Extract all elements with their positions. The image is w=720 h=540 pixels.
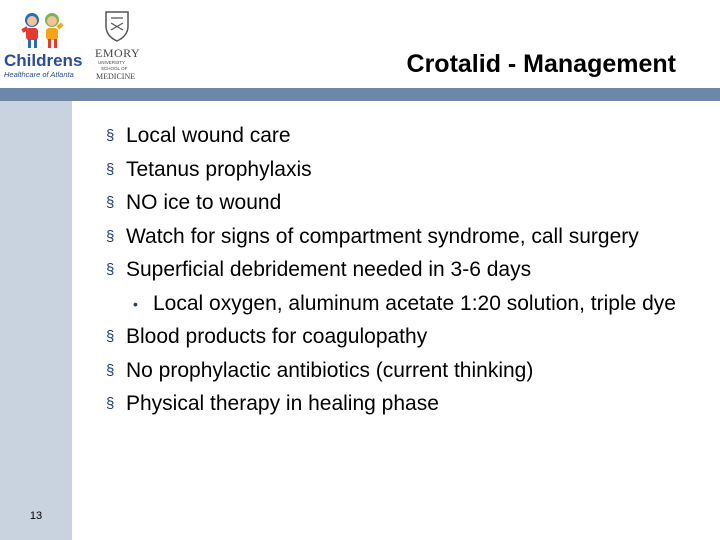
childrens-logo-text: Childrens bbox=[4, 51, 83, 70]
list-item-text: Local wound care bbox=[126, 124, 291, 147]
list-subitem bbox=[106, 292, 676, 316]
emory-university-logo bbox=[94, 8, 146, 82]
bullet-marker-icon: § bbox=[106, 227, 115, 245]
list-item bbox=[106, 124, 676, 148]
list-item-text: Physical therapy in healing phase bbox=[126, 392, 439, 415]
bullet-marker-icon: § bbox=[106, 261, 115, 278]
list-item bbox=[106, 325, 676, 349]
list-item-text: Local oxygen, aluminum acetate 1:20 solution, triple dye bbox=[153, 291, 676, 315]
header-bar bbox=[0, 88, 720, 101]
bullet-marker-icon: • bbox=[133, 295, 138, 312]
list-item bbox=[106, 191, 676, 215]
emory-logo-sub1: UNIVERSITY bbox=[98, 60, 126, 65]
emory-logo-sub2: SCHOOL OF bbox=[101, 66, 128, 71]
list-item-text: No prophylactic antibiotics (current thinking) bbox=[126, 358, 534, 382]
bullet-marker-icon: § bbox=[106, 127, 115, 144]
list-item bbox=[106, 225, 676, 249]
bullet-marker-icon: § bbox=[106, 194, 115, 211]
list-item-text: Tetanus prophylaxis bbox=[126, 157, 312, 181]
bullet-marker-icon: § bbox=[106, 361, 115, 379]
slide-title: Crotalid - Management bbox=[406, 50, 676, 78]
bullet-marker-icon: § bbox=[106, 160, 115, 178]
list-item bbox=[106, 359, 676, 383]
bullet-marker-icon: § bbox=[106, 328, 115, 345]
bullet-marker-icon: § bbox=[106, 395, 115, 412]
list-item-text: Superficial debridement needed in 3-6 days bbox=[126, 258, 532, 281]
emory-logo-sub3: MEDICINE bbox=[96, 72, 136, 81]
left-sidebar-band bbox=[0, 101, 72, 540]
slide-number: 13 bbox=[29, 510, 43, 522]
list-item-text: Watch for signs of compartment syndrome, call surgery bbox=[126, 224, 639, 248]
emory-logo-text: EMORY bbox=[95, 46, 141, 60]
list-item bbox=[106, 258, 676, 282]
list-item bbox=[106, 158, 676, 182]
list-item-text: Blood products for coagulopathy bbox=[126, 325, 428, 348]
list-item-text: NO ice to wound bbox=[126, 191, 282, 214]
bullet-list bbox=[106, 124, 676, 426]
list-item bbox=[106, 392, 676, 416]
childrens-logo-subtext: Healthcare of Atlanta bbox=[4, 70, 74, 79]
childrens-healthcare-logo bbox=[4, 8, 90, 80]
